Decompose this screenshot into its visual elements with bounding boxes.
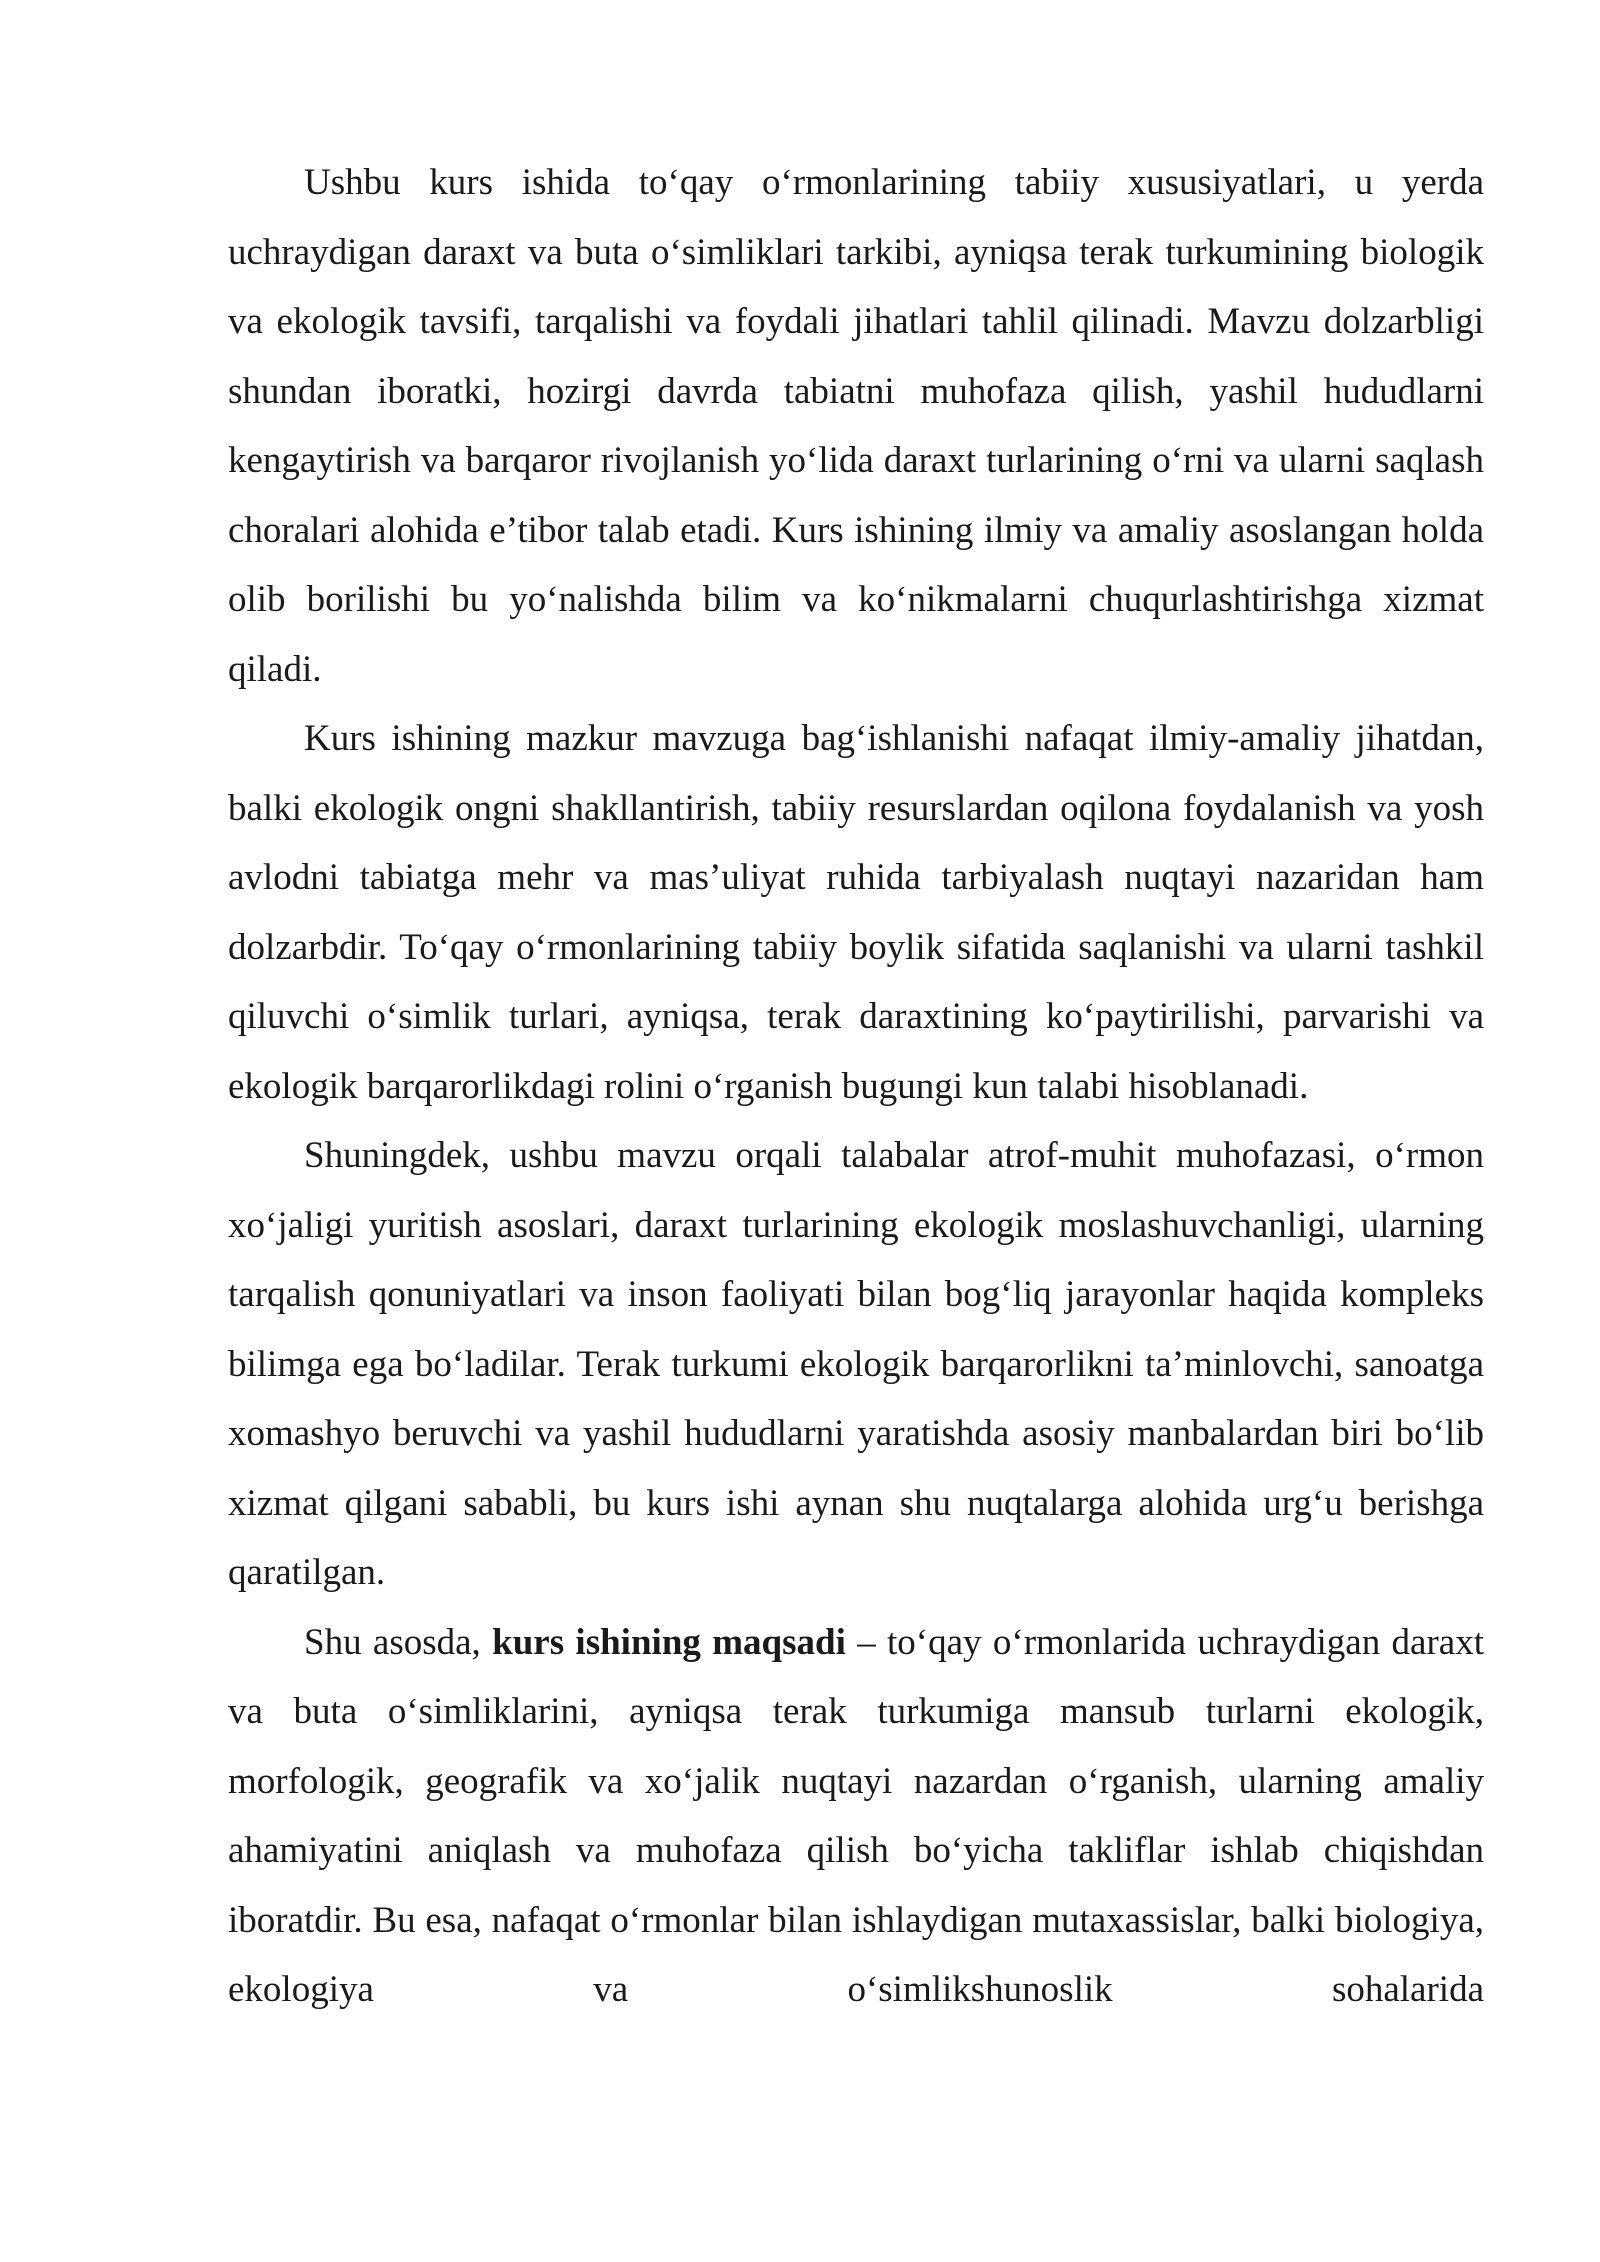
paragraph-4-body: – to‘qay o‘rmonlarida uchraydigan daraxt va buta o‘simliklarini, ayniqsa terak turkumiga mansub turlarni ekologik, morfologik, geografik va xo‘jalik nuqtayi nazardan o‘rganish, ularning amaliy ahamiyatini aniqlash va muhofaza qilish bo‘yicha takliflar ishlab chiqishdan iboratdir. Bu esa, nafaqat o‘rmonlar bilan ishlaydigan mutaxassislar, balki biologiya, ekologiya va o‘simlikshunoslik sohalarida — [228, 1621, 1484, 2010]
paragraph-4 — [228, 1608, 1484, 2025]
paragraph-4-intro: Shu asosda, — [304, 1621, 493, 1663]
paragraph-2: Kurs ishining mazkur mavzuga bag‘ishlanishi nafaqat ilmiy-amaliy jihatdan, balki ekologik ongni shakllantirish, tabiiy resurslardan oqilona foydalanish va yosh avlodni tabiatga mehr va mas’uliyat ruhida tarbiyalash nuqtayi nazaridan ham dolzarbdir. To‘qay o‘rmonlarining tabiiy boylik sifatida saqlanishi va ularni tashkil qiluvchi o‘simlik turlari, ayniqsa, terak daraxtining ko‘paytirilishi, parvarishi va ekologik barqarorlikdagi rolini o‘rganish bugungi kun talabi hisoblanadi. — [228, 718, 1484, 1107]
paragraph-4-emphasis: kurs ishining maqsadi — [492, 1621, 846, 1663]
document-body — [228, 148, 1484, 2025]
paragraph-1: Ushbu kurs ishida to‘qay o‘rmonlarining tabiiy xususiyatlari, u yerda uchraydigan daraxt va buta o‘simliklari tarkibi, ayniqsa terak turkumining biologik va ekologik tavsifi, tarqalishi va foydali jihatlari tahlil qilinadi. Mavzu dolzarbligi shundan iboratki, hozirgi davrda tabiatni muhofaza qilish, yashil hududlarni kengaytirish va barqaror rivojlanish yo‘lida daraxt turlarining o‘rni va ularni saqlash choralari alohida e’tibor talab etadi. Kurs ishining ilmiy va amaliy asoslangan holda olib borilishi bu yo‘nalishda bilim va ko‘nikmalarni chuqurlashtirishga xizmat qiladi. — [228, 162, 1484, 690]
paragraph-3: Shuningdek, ushbu mavzu orqali talabalar atrof-muhit muhofazasi, o‘rmon xo‘jaligi yuritish asoslari, daraxt turlarining ekologik moslashuvchanligi, ularning tarqalish qonuniyatlari va inson faoliyati bilan bog‘liq jarayonlar haqida kompleks bilimga ega bo‘ladilar. Terak turkumi ekologik barqarorlikni ta’minlovchi, sanoatga xomashyo beruvchi va yashil hududlarni yaratishda asosiy manbalardan biri bo‘lib xizmat qilgani sababli, bu kurs ishi aynan shu nuqtalarga alohida urg‘u berishga qaratilgan. — [228, 1135, 1484, 1593]
